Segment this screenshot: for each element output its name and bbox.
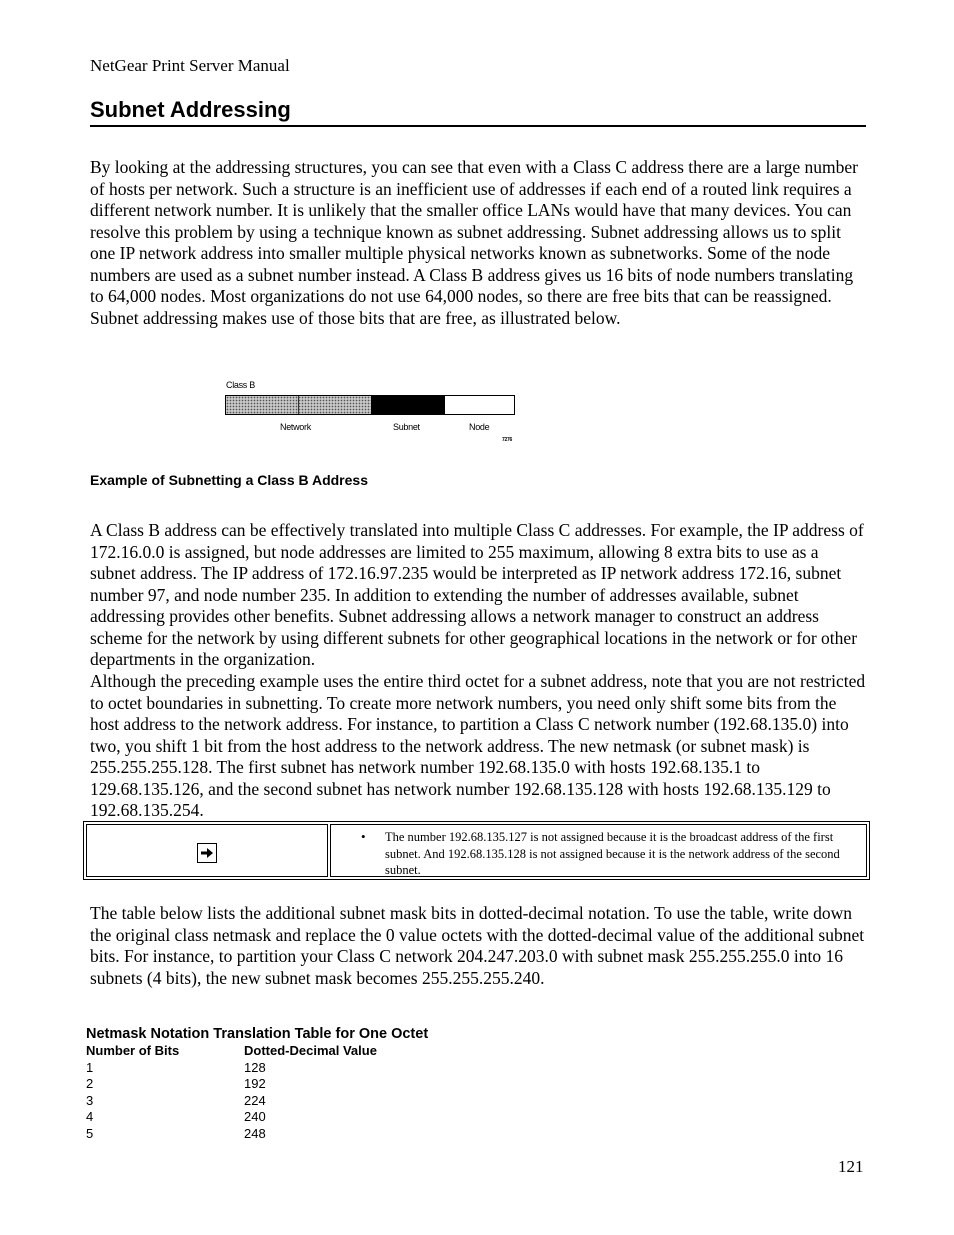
network-segment (226, 396, 372, 414)
cell-bits: 5 (86, 1125, 94, 1141)
cell-bits: 2 (86, 1076, 94, 1091)
netmask-table (86, 1043, 377, 1142)
paragraph-octet-boundaries: Although the preceding example uses the entire third octet for a subnet address, note that you are not restricted to octet boundaries in subnetting. To create more network numbers, you need only shift some bits from the host address to the network address. For instance, to partition a Class C network number (192.68.135.0) into two, you shift 1 bit from the host address to the network address. The new netmask (or subnet mask) is 255.255.255.128. The first subnet has network number 192.68.135.0 with hosts 192.68.135.1 to 129.68.135.126, and the second subnet has network number 192.68.135.128 with hosts 192.68.135.129 to 192.68.135.254. (90, 671, 866, 820)
subnet-label: Subnet (393, 422, 420, 432)
paragraph-table-intro: The table below lists the additional subnet mask bits in dotted-decimal notation. To use the table, write down the original class netmask and replace the 0 value octets with the dotted-decimal value of the additional subnet bits. For instance, to partition your Class C network 204.247.203.0 with subnet mask 255.255.255.0 into 16 subnets (4 bits), the new subnet mask becomes 255.255.255.240. (90, 903, 865, 988)
cell-value: 248 (244, 1125, 266, 1141)
paragraph-class-b-example: A Class B address can be effectively translated into multiple Class C addresses. For example, the IP address of 172.16.0.0 is assigned, but node addresses are limited to 255 maximum, allowing 8 extra bits to use as a subnet address. The IP address of 172.16.97.235 would be interpreted as IP network address 172.16, subnet number 97, and node number 235. In addition to extending the number of addresses available, subnet addressing provides other benefits. Subnet addressing allows a network manager to construct an address scheme for the network by using different subnets for other geographical locations in the network or for other departments in the organization. (90, 520, 864, 669)
figure-caption: Example of Subnetting a Class B Address (90, 472, 368, 488)
bullet: • (361, 829, 366, 844)
cell-bits: 3 (86, 1092, 94, 1108)
note-icon-cell (86, 824, 328, 877)
table-row (86, 1109, 377, 1126)
note-box (83, 821, 870, 880)
table-title: Netmask Notation Translation Table for One Octet (86, 1026, 429, 1042)
class-b-label: Class B (226, 380, 255, 390)
node-label: Node (469, 422, 490, 432)
note-text: The number 192.68.135.127 is not assigned because it is the broadcast address of the first subnet. And 192.68.135.128 is not assigned because it is the network address of the second subnet. (385, 830, 840, 877)
cell-value: 224 (244, 1092, 266, 1108)
class-b-subnet-diagram (224, 380, 524, 450)
address-bar (225, 395, 515, 415)
table-row (86, 1126, 377, 1143)
cell-value: 240 (244, 1109, 266, 1124)
table-row (86, 1060, 377, 1077)
column-header-bits: Number of Bits (86, 1043, 180, 1058)
cell-bits: 1 (86, 1059, 94, 1075)
table-row (86, 1076, 377, 1093)
note-text-cell (330, 824, 867, 877)
figure-tag: 7276 (502, 437, 512, 443)
page-number: 121 (838, 1157, 864, 1176)
table-header-row (86, 1043, 377, 1060)
table-row (86, 1093, 377, 1110)
cell-value: 192 (244, 1076, 266, 1091)
paragraph-intro: By looking at the addressing structures, you can see that even with a Class C address there are a large number of hosts per network. Such a structure is an inefficient use of addresses if each end of a routed link requires a different network number. It is unlikely that the smaller office LANs would have that many devices. You can resolve this problem by using a technique known as subnet addressing. Subnet addressing allows us to split one IP network address into smaller multiple physical networks known as subnetworks. Some of the node numbers are used as a subnet number instead. A Class B address gives us 16 bits of node numbers translating to 64,000 nodes. Most organizations do not use 64,000 nodes, so there are free bits that can be reassigned. Subnet addressing makes use of those bits that are free, as illustrated below. (90, 157, 858, 328)
cell-bits: 4 (86, 1109, 94, 1124)
running-header: NetGear Print Server Manual (90, 56, 290, 75)
network-label: Network (280, 422, 311, 432)
section-title: Subnet Addressing (90, 97, 866, 127)
node-segment (445, 396, 514, 414)
subnet-segment (372, 396, 445, 414)
cell-value: 128 (244, 1059, 266, 1075)
arrow-right-icon (197, 843, 217, 863)
column-header-value: Dotted-Decimal Value (244, 1043, 377, 1058)
